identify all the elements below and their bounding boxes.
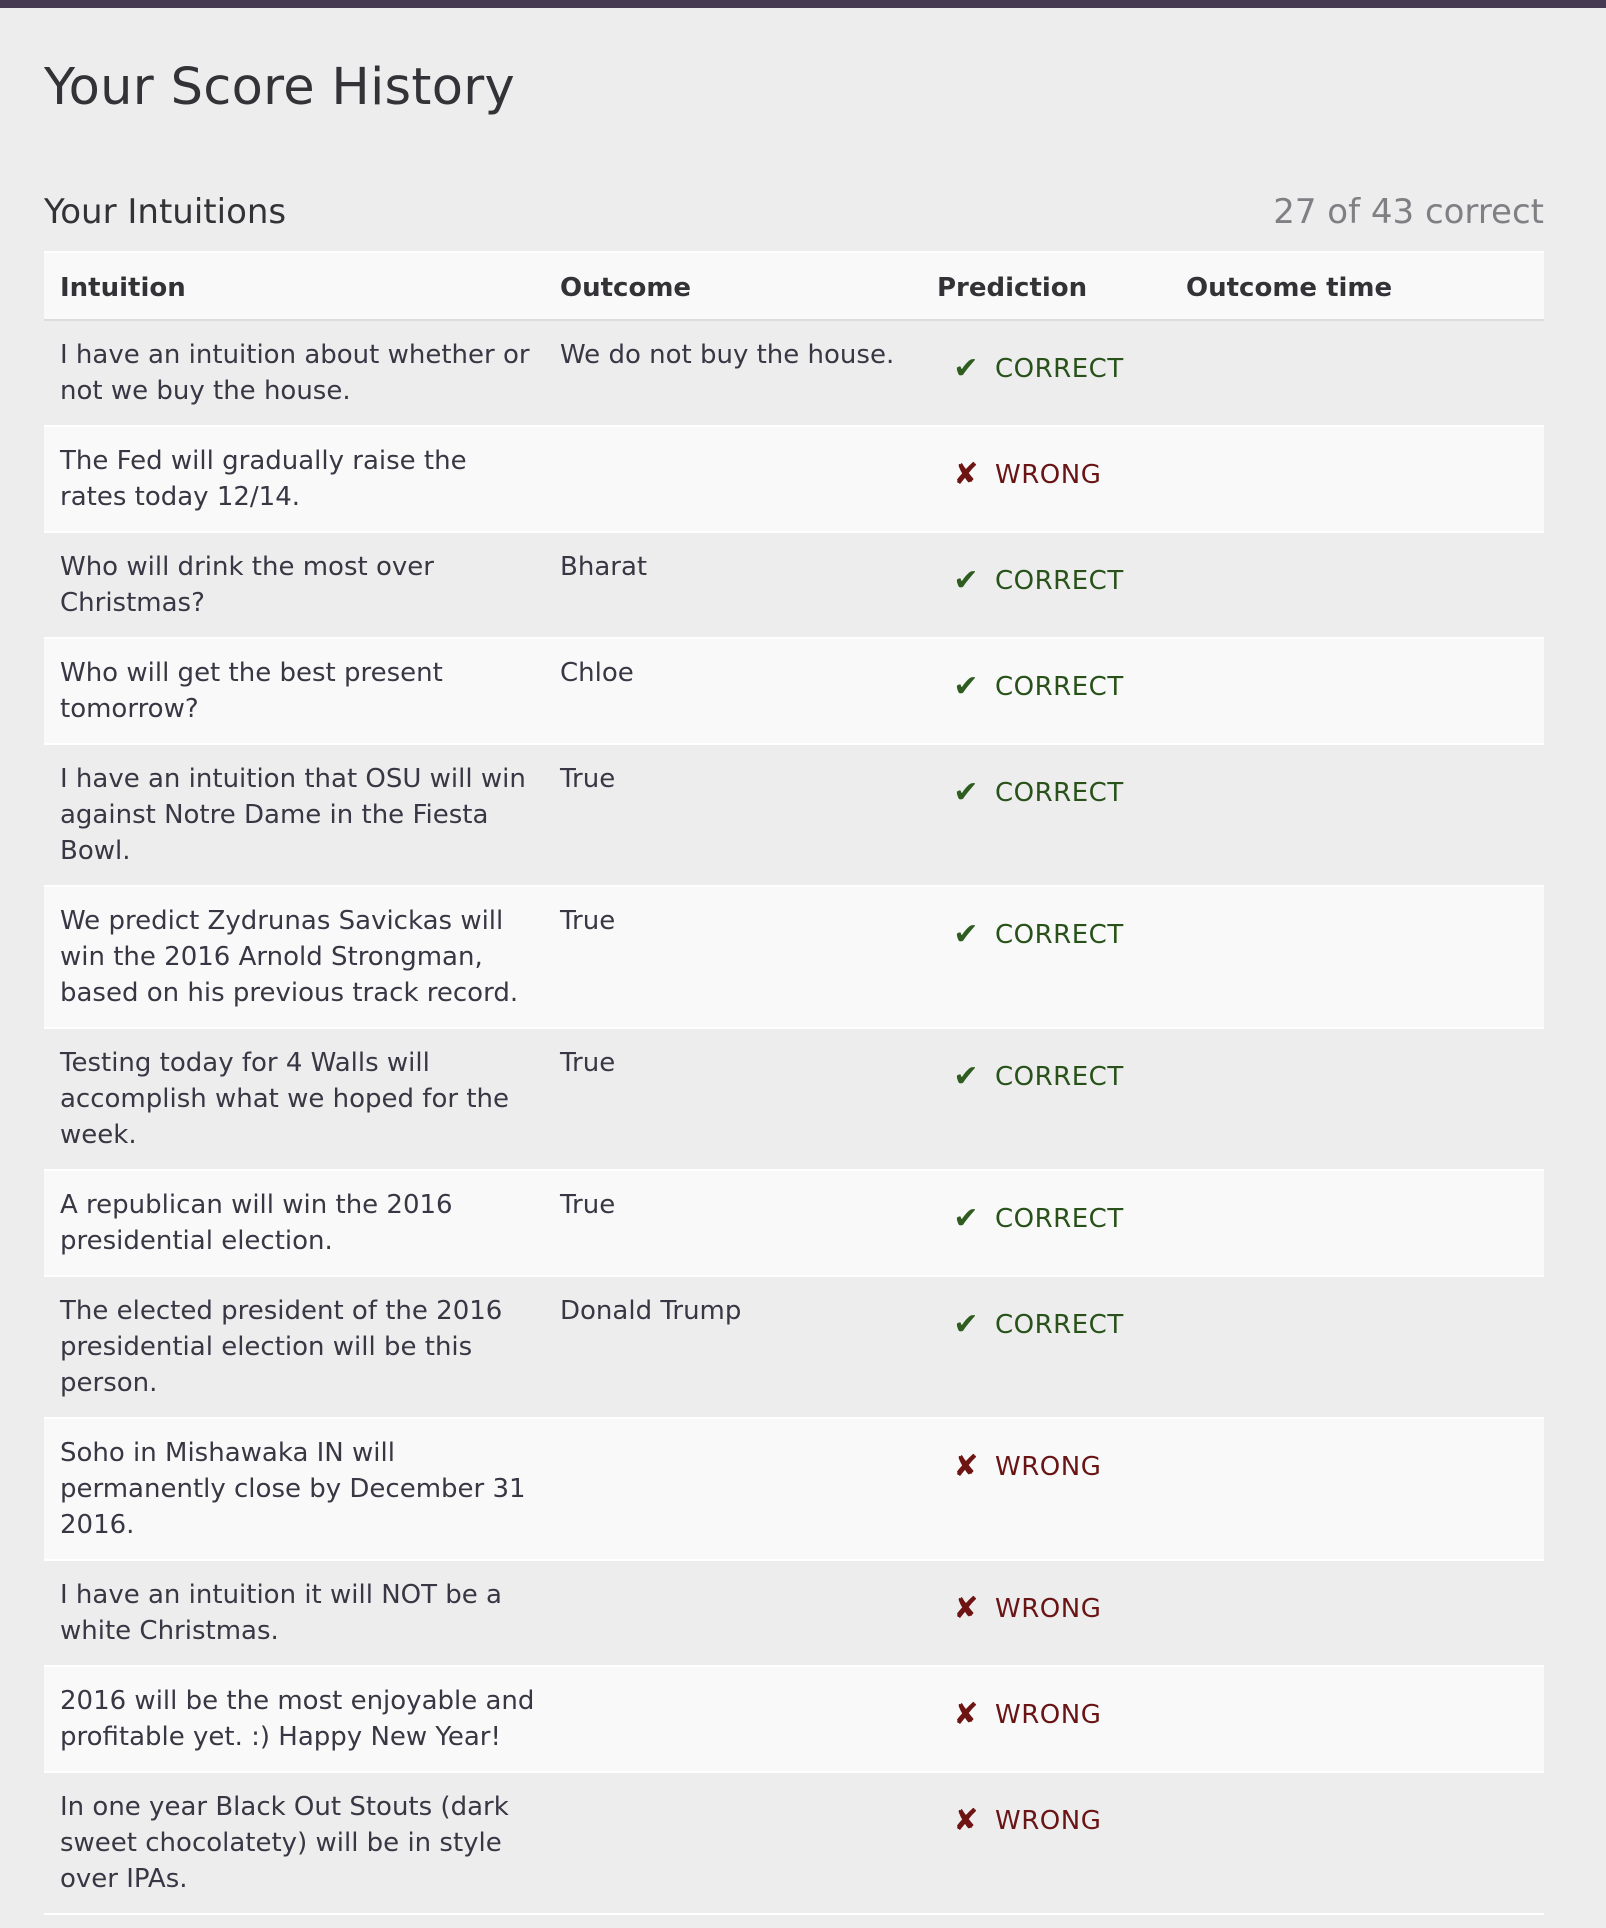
prediction-status — [947, 1307, 1124, 1343]
prediction-label: WRONG — [995, 1594, 1102, 1624]
check-icon: ✔ — [953, 917, 979, 952]
cross-icon: ✘ — [953, 1803, 979, 1838]
prediction-status — [947, 1591, 1101, 1627]
prediction-label: WRONG — [995, 1806, 1102, 1836]
top-accent-bar — [0, 0, 1606, 8]
table-row — [44, 745, 1544, 887]
intuition-text: A republican will win the 2016 presidential election. — [60, 1190, 453, 1256]
prediction-label: CORRECT — [995, 1204, 1124, 1234]
prediction-status — [947, 1803, 1101, 1839]
check-icon: ✔ — [953, 775, 979, 810]
cross-icon: ✘ — [953, 1697, 979, 1732]
outcome-text: Bharat — [560, 552, 648, 582]
column-header-prediction: Prediction — [937, 273, 1088, 303]
outcome-text: True — [560, 1190, 616, 1220]
prediction-label: CORRECT — [995, 778, 1124, 808]
cross-icon: ✘ — [953, 457, 979, 492]
outcome-text: Chloe — [560, 658, 634, 688]
check-icon: ✔ — [953, 563, 979, 598]
prediction-label: CORRECT — [995, 920, 1124, 950]
table-header-row — [44, 251, 1544, 321]
prediction-label: WRONG — [995, 460, 1102, 490]
check-icon: ✔ — [953, 1059, 979, 1094]
prediction-status — [947, 1697, 1101, 1733]
table-row — [44, 1171, 1544, 1277]
table-row — [44, 1419, 1544, 1561]
intuition-text: I have an intuition that OSU will win against Notre Dame in the Fiesta Bowl. — [60, 764, 526, 866]
prediction-label: WRONG — [995, 1452, 1102, 1482]
prediction-status — [947, 1449, 1101, 1485]
prediction-status — [947, 351, 1124, 387]
prediction-status — [947, 1201, 1124, 1237]
table-row — [44, 533, 1544, 639]
column-header-intuition: Intuition — [60, 273, 186, 303]
table-row — [44, 1667, 1544, 1773]
check-icon: ✔ — [953, 351, 979, 386]
outcome-text: We do not buy the house. — [560, 340, 895, 370]
prediction-label: CORRECT — [995, 672, 1124, 702]
intuition-text: In one year Black Out Stouts (dark sweet chocolatety) will be in style over IPAs. — [60, 1792, 509, 1894]
check-icon: ✔ — [953, 669, 979, 704]
prediction-status — [947, 1059, 1124, 1095]
table-row — [44, 427, 1544, 533]
table-row — [44, 1277, 1544, 1419]
outcome-text: True — [560, 1048, 616, 1078]
intuition-text: 2016 will be the most enjoyable and profitable yet. :) Happy New Year! — [60, 1686, 535, 1752]
page-title: Your Score History — [44, 58, 515, 117]
prediction-status — [947, 917, 1124, 953]
cross-icon: ✘ — [953, 1591, 979, 1626]
prediction-status — [947, 563, 1124, 599]
prediction-label: CORRECT — [995, 1310, 1124, 1340]
intuition-text: The Fed will gradually raise the rates today 12/14. — [60, 446, 467, 512]
check-icon: ✔ — [953, 1201, 979, 1236]
score-history-table — [44, 251, 1544, 1915]
prediction-status — [947, 669, 1124, 705]
prediction-label: WRONG — [995, 1700, 1102, 1730]
outcome-text: True — [560, 906, 616, 936]
table-row — [44, 1561, 1544, 1667]
intuition-text: The elected president of the 2016 presidential election will be this person. — [60, 1296, 503, 1398]
intuition-text: Who will drink the most over Christmas? — [60, 552, 434, 618]
table-row — [44, 639, 1544, 745]
intuition-text: Testing today for 4 Walls will accomplish what we hoped for the week. — [60, 1048, 509, 1150]
intuition-text: Who will get the best present tomorrow? — [60, 658, 443, 724]
column-header-outcome: Outcome — [560, 273, 692, 303]
prediction-label: CORRECT — [995, 1062, 1124, 1092]
table-row — [44, 1773, 1544, 1915]
table-row — [44, 321, 1544, 427]
table-row — [44, 1029, 1544, 1171]
intuition-text: I have an intuition about whether or not we buy the house. — [60, 340, 530, 406]
prediction-label: CORRECT — [995, 566, 1124, 596]
score-summary: 27 of 43 correct — [1273, 192, 1544, 232]
section-header — [44, 190, 1544, 240]
intuition-text: I have an intuition it will NOT be a white Christmas. — [60, 1580, 502, 1646]
section-title: Your Intuitions — [44, 192, 287, 232]
prediction-status — [947, 457, 1101, 493]
table-row — [44, 887, 1544, 1029]
prediction-status — [947, 775, 1124, 811]
intuition-text: We predict Zydrunas Savickas will win the 2016 Arnold Strongman, based on his previous track record. — [60, 906, 519, 1008]
prediction-label: CORRECT — [995, 354, 1124, 384]
intuition-text: Soho in Mishawaka IN will permanently close by December 31 2016. — [60, 1438, 526, 1540]
outcome-text: Donald Trump — [560, 1296, 742, 1326]
outcome-text: True — [560, 764, 616, 794]
cross-icon: ✘ — [953, 1449, 979, 1484]
check-icon: ✔ — [953, 1307, 979, 1342]
column-header-outcome-time: Outcome time — [1186, 273, 1393, 303]
table-body — [44, 321, 1544, 1915]
